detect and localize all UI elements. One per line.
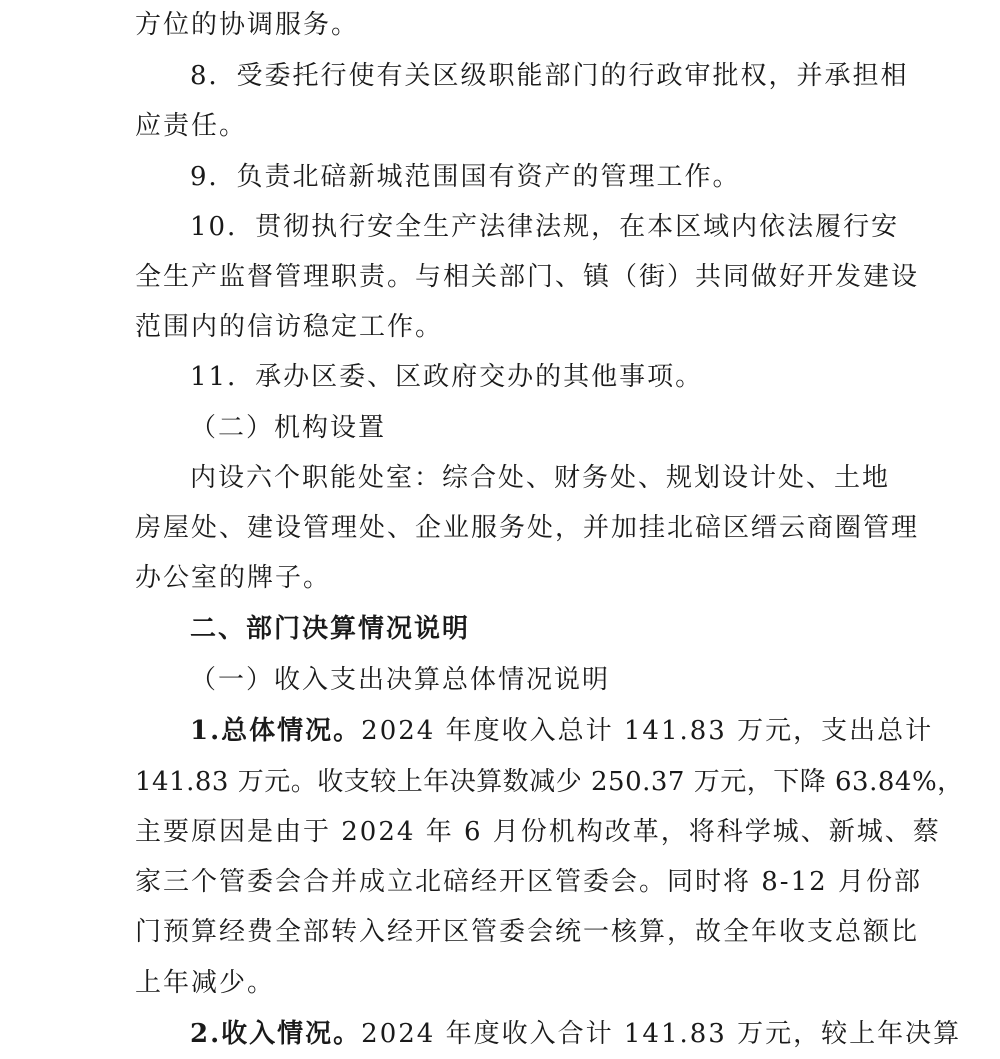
text-line: 10．贯彻执行安全生产法律法规，在本区域内依法履行安 — [190, 212, 900, 242]
text-line — [190, 1019, 961, 1049]
text-line: 房屋处、建设管理处、企业服务处，并加挂北碚区缙云商圈管理 — [135, 513, 920, 543]
subheading-label: 2.收入情况。 — [190, 1019, 362, 1049]
section-heading: （二）机构设置 — [190, 413, 387, 443]
subheading-label: 1.总体情况。 — [190, 716, 362, 746]
text-line: 内设六个职能处室：综合处、财务处、规划设计处、土地 — [190, 463, 891, 493]
text-line: 方位的协调服务。 — [135, 10, 360, 40]
text-line: 家三个管委会合并成立北碚经开区管委会。同时将 8-12 月份部 — [135, 867, 922, 897]
text-line: 主要原因是由于 2024 年 6 月份机构改革，将科学城、新城、蔡 — [135, 817, 941, 847]
text-line: 11．承办区委、区政府交办的其他事项。 — [190, 362, 704, 392]
text-line: 办公室的牌子。 — [135, 563, 332, 593]
text-line: 应责任。 — [135, 111, 248, 141]
text-line: 范围内的信访稳定工作。 — [135, 312, 444, 342]
text-line: 门预算经费全部转入经开区管委会统一核算，故全年收支总额比 — [135, 917, 920, 947]
text-line: 9．负责北碚新城范围国有资产的管理工作。 — [190, 162, 741, 192]
text-span: 2024 年度收入总计 141.83 万元，支出总计 — [361, 716, 934, 746]
text-line: 8．受委托行使有关区级职能部门的行政审批权，并承担相 — [190, 61, 909, 91]
text-line: 141.83 万元。收支较上年决算数减少 250.37 万元，下降 63.84%， — [135, 767, 964, 797]
section-heading: （一）收入支出决算总体情况说明 — [190, 665, 611, 695]
text-line: 全生产监督管理职责。与相关部门、镇（街）共同做好开发建设 — [135, 262, 920, 292]
text-span: 2024 年度收入合计 141.83 万元，较上年决算 — [361, 1019, 962, 1049]
text-line: 上年减少。 — [135, 968, 276, 998]
chapter-heading: 二、部门决算情况说明 — [190, 614, 471, 644]
text-line — [190, 716, 933, 746]
